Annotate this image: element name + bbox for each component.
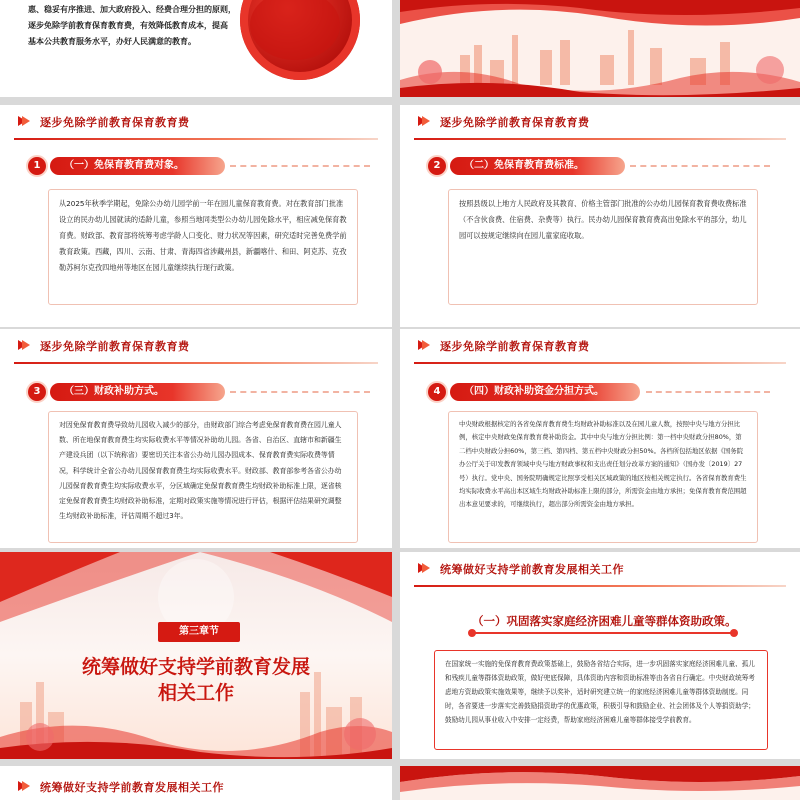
header-arrow-icon [18,781,26,791]
header-arrow-icon [18,116,26,126]
header-divider [414,138,786,140]
slide-related-work-1 [400,552,800,759]
section-title: （三）财政补助方式。 [50,383,225,401]
header-divider [14,362,378,364]
header-title: 逐步免除学前教育保育教育费 [40,340,190,353]
intro-line-1: 惠、稳妥有序推进、加大政府投入、经费合理分担的原则， [28,5,236,14]
content-box [434,650,768,750]
slide-fragment-bottom-right [400,766,800,800]
header-title: 逐步免除学前教育保育教育费 [440,340,590,353]
ribbon-decoration [400,766,800,800]
slide-header [0,335,392,357]
slide-header [400,558,800,580]
section-number: 3 [26,381,48,403]
header-arrow-icon [418,116,426,126]
content-box [448,411,758,543]
content-text: 中央财政根据核定的各省免保育教育费生均财政补助标准以及在园儿童人数，按照中央与地方分担比例，核定中央财政免保育教育费补助资金。其中中央与地方分担比例：第一档中央财政分担80%，第二档中央财政分担60%，第三档、第四档、第五档中央财政分担50%。各档所包括地区依据《国务院办公厅关于印发教育领域中央与地方财政事权和支出责任划分改革方案的通知》（国办发〔2019〕27号）执行。党中央、国务院明确规定比照享受相关区域政策的地区按相关规定执行。各省保育教育费生均实际收费水平高出本区域生均财政补助标准上限的部分，所需资金由地方承担；免保育教育费范围超出本意见要求的，可继续执行，超出部分所需资金由地方承担。 [459,420,747,509]
header-arrow-icon [18,340,26,350]
slide-header [400,335,800,357]
slide-chapter-cover [0,552,392,759]
section-title: （四）财政补助资金分担方式。 [450,383,640,401]
content-text: 按照县级以上地方人民政府及其教育、价格主管部门批准的公办幼儿园保育教育费收费标准（不含伙食费、住宿费、杂费等）执行。民办幼儿园保育教育费高出免除水平的部分，幼儿园可以按规定继续向在园儿童家庭收取。 [459,199,747,240]
header-title: 逐步免除学前教育保育教育费 [40,116,190,129]
section-title: （一）免保育教育费对象。 [50,157,225,175]
content-box [48,189,358,305]
chapter-title-line-1: 统筹做好支持学前教育发展 [81,656,310,678]
cityscape-illustration [400,0,800,97]
header-divider [414,585,786,587]
section-number: 2 [426,155,448,177]
section-title: （二）免保育教育费标准。 [450,157,625,175]
header-arrow-icon [418,340,426,350]
header-divider [14,138,378,140]
section-title: （一）巩固落实家庭经济困难儿童等群体资助政策。 [472,610,734,634]
dashed-line [230,391,370,395]
content-box [48,411,358,543]
slide-section-2 [400,105,800,327]
slide-intro-fragment [0,0,392,97]
dashed-line [646,391,770,395]
dashed-line [230,165,370,169]
header-title: 统筹做好支持学前教育发展相关工作 [40,781,224,794]
section-number: 1 [26,155,48,177]
slide-cityscape-fragment [400,0,800,97]
intro-line-3: 基本公共教育服务水平，办好人民满意的教育。 [28,37,196,46]
slide-fragment-bottom-left [0,766,392,800]
chapter-tag: 第三章节 [158,622,240,642]
chapter-title-line-2: 相关工作 [157,682,234,704]
content-box [448,189,758,305]
slide-section-1 [0,105,392,327]
header-arrow-icon [418,563,426,573]
content-text: 从2025年秋季学期起，免除公办幼儿园学前一年在园儿童保育教育费。对在教育部门批准设立的民办幼儿园就读的适龄儿童，参照当地同类型公办幼儿园免除水平，相应减免保育教育费。财政部、教育部将统筹考虑学龄人口变化、财力状况等因素，研究适时完善免费学前教育政策。西藏，四川、云南、甘肃、青海四省涉藏州县，新疆喀什、和田、阿克苏、克孜勒苏柯尔克孜四地州等地区在园儿童继续执行现行政策。 [59,199,347,272]
slide-section-4 [400,329,800,548]
header-title: 逐步免除学前教育保育教育费 [440,116,590,129]
slide-header [0,776,392,798]
intro-text [28,2,258,50]
slide-header [400,111,800,133]
intro-line-2: 逐步免除学前教育保育教育费，有效降低教育成本，提高 [28,21,228,30]
content-text: 对因免保育教育费导致幼儿园收入减少的部分，由财政部门综合考虑免保育教育费在园儿童人数、所在地保育教育费生均实际收费水平等情况补助幼儿园。各省、自治区、直辖市和新疆生产建设兵团（以下统称省）要密切关注本省公办幼儿园办园成本、保育教育费实际收费等情况，科学统计全省公办幼儿园保育教育费生均实际收费水平。财政部、教育部参考各省公办幼儿园保育教育费生均实际收费水平，分区域确定免保育教育费生均财政补助标准上限，逐省核定免保育教育费生均财政补助标准，定期对政策实施等情况进行评估，根据评估结果研究调整生均财政补助标准，评估周期不超过3年。 [59,421,342,521]
section-number: 4 [426,381,448,403]
header-title: 统筹做好支持学前教育发展相关工作 [440,563,624,576]
content-text: 在国家统一实施的免保育教育费政策基础上，鼓励各省结合实际，进一步巩固落实家庭经济困难儿童、孤儿和残疾儿童等群体资助政策，做好兜底保障，具体资助内容和资助标准等由各省自行确定。中央财政统筹考虑地方资助政策实施效果等，继续予以奖补，适时研究建立统一的家庭经济困难儿童等群体资助制度。同时，各省要进一步落实完善鼓励捐资助学的优惠政策，积极引导和鼓励企业、社会团体及个人等捐资助学；鼓励幼儿园从事业收入中安排一定经费，帮助家庭经济困难儿童等群体接受学前教育。 [445,660,755,724]
slide-section-3 [0,329,392,548]
header-divider [414,362,786,364]
slide-header [0,111,392,133]
dashed-line [630,165,770,169]
